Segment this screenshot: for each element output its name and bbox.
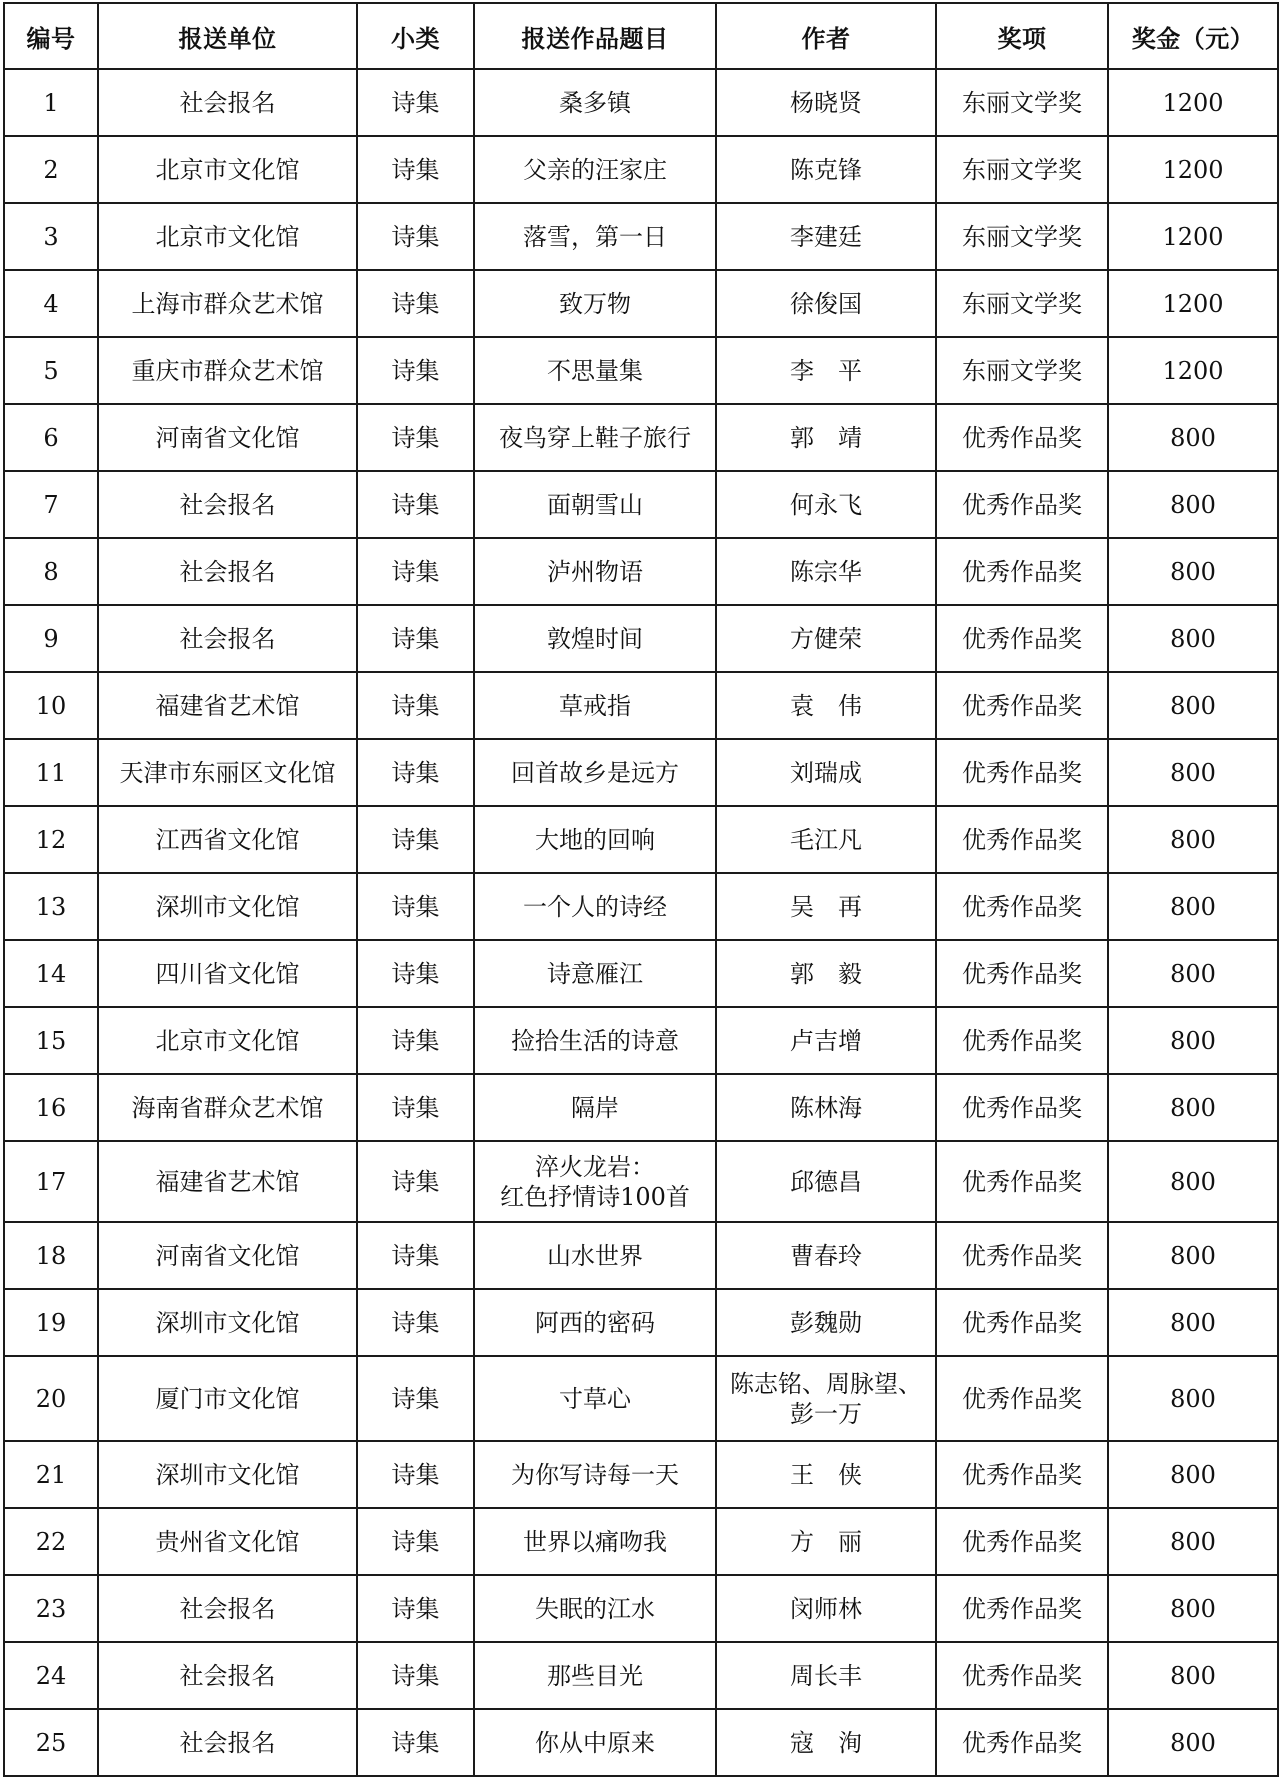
cell-id: 14	[4, 940, 98, 1007]
cell-category: 诗集	[357, 471, 474, 538]
cell-award: 优秀作品奖	[936, 1356, 1108, 1441]
cell-unit: 福建省艺术馆	[98, 672, 357, 739]
cell-author: 毛江凡	[716, 806, 936, 873]
header-category: 小类	[357, 3, 474, 69]
table-row	[4, 1508, 1278, 1575]
cell-prize: 800	[1108, 404, 1278, 471]
cell-author: 邱德昌	[716, 1141, 936, 1222]
cell-category: 诗集	[357, 605, 474, 672]
cell-unit: 贵州省文化馆	[98, 1508, 357, 1575]
cell-id: 19	[4, 1289, 98, 1356]
cell-prize: 1200	[1108, 203, 1278, 270]
table-row	[4, 739, 1278, 806]
cell-award: 东丽文学奖	[936, 337, 1108, 404]
cell-title: 为你写诗每一天	[474, 1441, 716, 1508]
cell-unit: 社会报名	[98, 1642, 357, 1709]
cell-category: 诗集	[357, 1441, 474, 1508]
table-header	[4, 3, 1278, 69]
cell-award: 优秀作品奖	[936, 1007, 1108, 1074]
cell-category: 诗集	[357, 1289, 474, 1356]
table-row	[4, 1222, 1278, 1289]
table-row	[4, 1709, 1278, 1776]
cell-unit: 社会报名	[98, 69, 357, 136]
cell-author: 李 平	[716, 337, 936, 404]
cell-prize: 800	[1108, 605, 1278, 672]
cell-title: 寸草心	[474, 1356, 716, 1441]
cell-id: 4	[4, 270, 98, 337]
table-row	[4, 337, 1278, 404]
cell-prize: 800	[1108, 1441, 1278, 1508]
cell-id: 2	[4, 136, 98, 203]
cell-prize: 800	[1108, 471, 1278, 538]
cell-award: 优秀作品奖	[936, 471, 1108, 538]
cell-title: 那些目光	[474, 1642, 716, 1709]
cell-prize: 1200	[1108, 69, 1278, 136]
cell-title: 敦煌时间	[474, 605, 716, 672]
cell-award: 优秀作品奖	[936, 1508, 1108, 1575]
cell-award: 优秀作品奖	[936, 605, 1108, 672]
cell-id: 11	[4, 739, 98, 806]
cell-award: 优秀作品奖	[936, 940, 1108, 1007]
cell-unit: 社会报名	[98, 471, 357, 538]
table-row	[4, 605, 1278, 672]
cell-author: 郭 毅	[716, 940, 936, 1007]
table-row	[4, 1575, 1278, 1642]
cell-title: 泸州物语	[474, 538, 716, 605]
cell-award: 优秀作品奖	[936, 538, 1108, 605]
cell-author: 郭 靖	[716, 404, 936, 471]
cell-prize: 800	[1108, 1289, 1278, 1356]
cell-prize: 800	[1108, 538, 1278, 605]
cell-category: 诗集	[357, 337, 474, 404]
header-prize: 奖金（元）	[1108, 3, 1278, 69]
cell-prize: 800	[1108, 1141, 1278, 1222]
cell-title: 桑多镇	[474, 69, 716, 136]
table-row	[4, 1289, 1278, 1356]
cell-unit: 北京市文化馆	[98, 136, 357, 203]
cell-unit: 深圳市文化馆	[98, 873, 357, 940]
cell-prize: 800	[1108, 1642, 1278, 1709]
award-table	[3, 2, 1279, 1777]
cell-prize: 800	[1108, 739, 1278, 806]
table-row	[4, 672, 1278, 739]
cell-award: 优秀作品奖	[936, 1074, 1108, 1141]
cell-author: 何永飞	[716, 471, 936, 538]
table-row	[4, 1007, 1278, 1074]
cell-id: 12	[4, 806, 98, 873]
cell-category: 诗集	[357, 136, 474, 203]
cell-unit: 社会报名	[98, 1709, 357, 1776]
cell-prize: 800	[1108, 1222, 1278, 1289]
table-row	[4, 1141, 1278, 1222]
cell-unit: 天津市东丽区文化馆	[98, 739, 357, 806]
cell-award: 优秀作品奖	[936, 1642, 1108, 1709]
cell-award: 优秀作品奖	[936, 672, 1108, 739]
cell-award: 东丽文学奖	[936, 270, 1108, 337]
cell-category: 诗集	[357, 806, 474, 873]
cell-category: 诗集	[357, 873, 474, 940]
table-row	[4, 270, 1278, 337]
header-award: 奖项	[936, 3, 1108, 69]
table-row	[4, 1074, 1278, 1141]
cell-unit: 重庆市群众艺术馆	[98, 337, 357, 404]
cell-author: 刘瑞成	[716, 739, 936, 806]
cell-category: 诗集	[357, 1222, 474, 1289]
cell-title: 回首故乡是远方	[474, 739, 716, 806]
cell-author: 杨晓贤	[716, 69, 936, 136]
cell-title: 诗意雁江	[474, 940, 716, 1007]
cell-award: 东丽文学奖	[936, 203, 1108, 270]
cell-id: 8	[4, 538, 98, 605]
table-row	[4, 1356, 1278, 1441]
cell-prize: 800	[1108, 1356, 1278, 1441]
cell-title: 世界以痛吻我	[474, 1508, 716, 1575]
cell-prize: 800	[1108, 873, 1278, 940]
cell-author: 徐俊国	[716, 270, 936, 337]
cell-category: 诗集	[357, 1642, 474, 1709]
cell-award: 东丽文学奖	[936, 69, 1108, 136]
cell-award: 优秀作品奖	[936, 404, 1108, 471]
cell-author: 吴 再	[716, 873, 936, 940]
cell-prize: 800	[1108, 1074, 1278, 1141]
header-row	[4, 3, 1278, 69]
cell-author: 陈宗华	[716, 538, 936, 605]
cell-category: 诗集	[357, 404, 474, 471]
cell-prize: 800	[1108, 1508, 1278, 1575]
cell-prize: 1200	[1108, 337, 1278, 404]
cell-category: 诗集	[357, 69, 474, 136]
header-unit: 报送单位	[98, 3, 357, 69]
cell-title: 父亲的汪家庄	[474, 136, 716, 203]
cell-award: 优秀作品奖	[936, 1141, 1108, 1222]
cell-unit: 北京市文化馆	[98, 1007, 357, 1074]
table-row	[4, 806, 1278, 873]
cell-category: 诗集	[357, 940, 474, 1007]
cell-author: 王 侠	[716, 1441, 936, 1508]
cell-award: 优秀作品奖	[936, 1575, 1108, 1642]
cell-id: 7	[4, 471, 98, 538]
cell-author: 曹春玲	[716, 1222, 936, 1289]
cell-category: 诗集	[357, 538, 474, 605]
cell-category: 诗集	[357, 203, 474, 270]
cell-id: 24	[4, 1642, 98, 1709]
cell-unit: 福建省艺术馆	[98, 1141, 357, 1222]
cell-category: 诗集	[357, 270, 474, 337]
cell-title: 一个人的诗经	[474, 873, 716, 940]
cell-award: 优秀作品奖	[936, 739, 1108, 806]
cell-author: 陈志铭、周脉望、 彭一万	[716, 1356, 936, 1441]
cell-id: 22	[4, 1508, 98, 1575]
cell-unit: 社会报名	[98, 538, 357, 605]
cell-author: 袁 伟	[716, 672, 936, 739]
cell-category: 诗集	[357, 1074, 474, 1141]
cell-category: 诗集	[357, 1508, 474, 1575]
cell-author: 周长丰	[716, 1642, 936, 1709]
cell-author: 闵师林	[716, 1575, 936, 1642]
cell-id: 23	[4, 1575, 98, 1642]
cell-award: 优秀作品奖	[936, 1709, 1108, 1776]
cell-prize: 1200	[1108, 136, 1278, 203]
cell-title: 失眠的江水	[474, 1575, 716, 1642]
cell-title: 阿西的密码	[474, 1289, 716, 1356]
table-row	[4, 136, 1278, 203]
cell-id: 15	[4, 1007, 98, 1074]
cell-category: 诗集	[357, 1575, 474, 1642]
cell-title: 山水世界	[474, 1222, 716, 1289]
cell-id: 18	[4, 1222, 98, 1289]
cell-award: 优秀作品奖	[936, 1289, 1108, 1356]
cell-unit: 深圳市文化馆	[98, 1289, 357, 1356]
cell-id: 13	[4, 873, 98, 940]
cell-id: 16	[4, 1074, 98, 1141]
cell-author: 寇 洵	[716, 1709, 936, 1776]
table-row	[4, 404, 1278, 471]
cell-prize: 800	[1108, 806, 1278, 873]
cell-author: 方 丽	[716, 1508, 936, 1575]
cell-prize: 800	[1108, 1007, 1278, 1074]
cell-prize: 1200	[1108, 270, 1278, 337]
cell-award: 优秀作品奖	[936, 1441, 1108, 1508]
table-row	[4, 1441, 1278, 1508]
cell-category: 诗集	[357, 1141, 474, 1222]
cell-id: 20	[4, 1356, 98, 1441]
table-row	[4, 538, 1278, 605]
cell-unit: 社会报名	[98, 1575, 357, 1642]
table-row	[4, 203, 1278, 270]
cell-category: 诗集	[357, 739, 474, 806]
cell-author: 陈林海	[716, 1074, 936, 1141]
cell-unit: 北京市文化馆	[98, 203, 357, 270]
cell-title: 你从中原来	[474, 1709, 716, 1776]
cell-prize: 800	[1108, 1575, 1278, 1642]
table-row	[4, 69, 1278, 136]
header-title: 报送作品题目	[474, 3, 716, 69]
cell-prize: 800	[1108, 1709, 1278, 1776]
cell-author: 卢吉增	[716, 1007, 936, 1074]
cell-title: 隔岸	[474, 1074, 716, 1141]
cell-id: 3	[4, 203, 98, 270]
cell-id: 10	[4, 672, 98, 739]
cell-award: 优秀作品奖	[936, 873, 1108, 940]
cell-award: 优秀作品奖	[936, 1222, 1108, 1289]
table-body	[4, 69, 1278, 1776]
cell-id: 5	[4, 337, 98, 404]
cell-unit: 河南省文化馆	[98, 404, 357, 471]
cell-title: 不思量集	[474, 337, 716, 404]
header-id: 编号	[4, 3, 98, 69]
table-row	[4, 471, 1278, 538]
cell-title: 夜鸟穿上鞋子旅行	[474, 404, 716, 471]
cell-unit: 厦门市文化馆	[98, 1356, 357, 1441]
cell-author: 陈克锋	[716, 136, 936, 203]
cell-author: 李建廷	[716, 203, 936, 270]
cell-id: 25	[4, 1709, 98, 1776]
cell-award: 东丽文学奖	[936, 136, 1108, 203]
cell-title: 落雪，第一日	[474, 203, 716, 270]
cell-category: 诗集	[357, 1007, 474, 1074]
cell-title: 淬火龙岩： 红色抒情诗100首	[474, 1141, 716, 1222]
cell-title: 草戒指	[474, 672, 716, 739]
table-row	[4, 1642, 1278, 1709]
cell-unit: 四川省文化馆	[98, 940, 357, 1007]
cell-id: 6	[4, 404, 98, 471]
cell-category: 诗集	[357, 1709, 474, 1776]
cell-id: 17	[4, 1141, 98, 1222]
cell-unit: 海南省群众艺术馆	[98, 1074, 357, 1141]
cell-unit: 上海市群众艺术馆	[98, 270, 357, 337]
cell-category: 诗集	[357, 672, 474, 739]
cell-title: 致万物	[474, 270, 716, 337]
cell-category: 诗集	[357, 1356, 474, 1441]
table-row	[4, 873, 1278, 940]
cell-award: 优秀作品奖	[936, 806, 1108, 873]
cell-author: 彭魏勋	[716, 1289, 936, 1356]
cell-prize: 800	[1108, 940, 1278, 1007]
table-row	[4, 940, 1278, 1007]
cell-unit: 河南省文化馆	[98, 1222, 357, 1289]
cell-id: 21	[4, 1441, 98, 1508]
cell-title: 捡拾生活的诗意	[474, 1007, 716, 1074]
cell-author: 方健荣	[716, 605, 936, 672]
cell-title: 面朝雪山	[474, 471, 716, 538]
cell-prize: 800	[1108, 672, 1278, 739]
header-author: 作者	[716, 3, 936, 69]
cell-unit: 社会报名	[98, 605, 357, 672]
cell-title: 大地的回响	[474, 806, 716, 873]
cell-unit: 江西省文化馆	[98, 806, 357, 873]
cell-id: 9	[4, 605, 98, 672]
cell-id: 1	[4, 69, 98, 136]
cell-unit: 深圳市文化馆	[98, 1441, 357, 1508]
